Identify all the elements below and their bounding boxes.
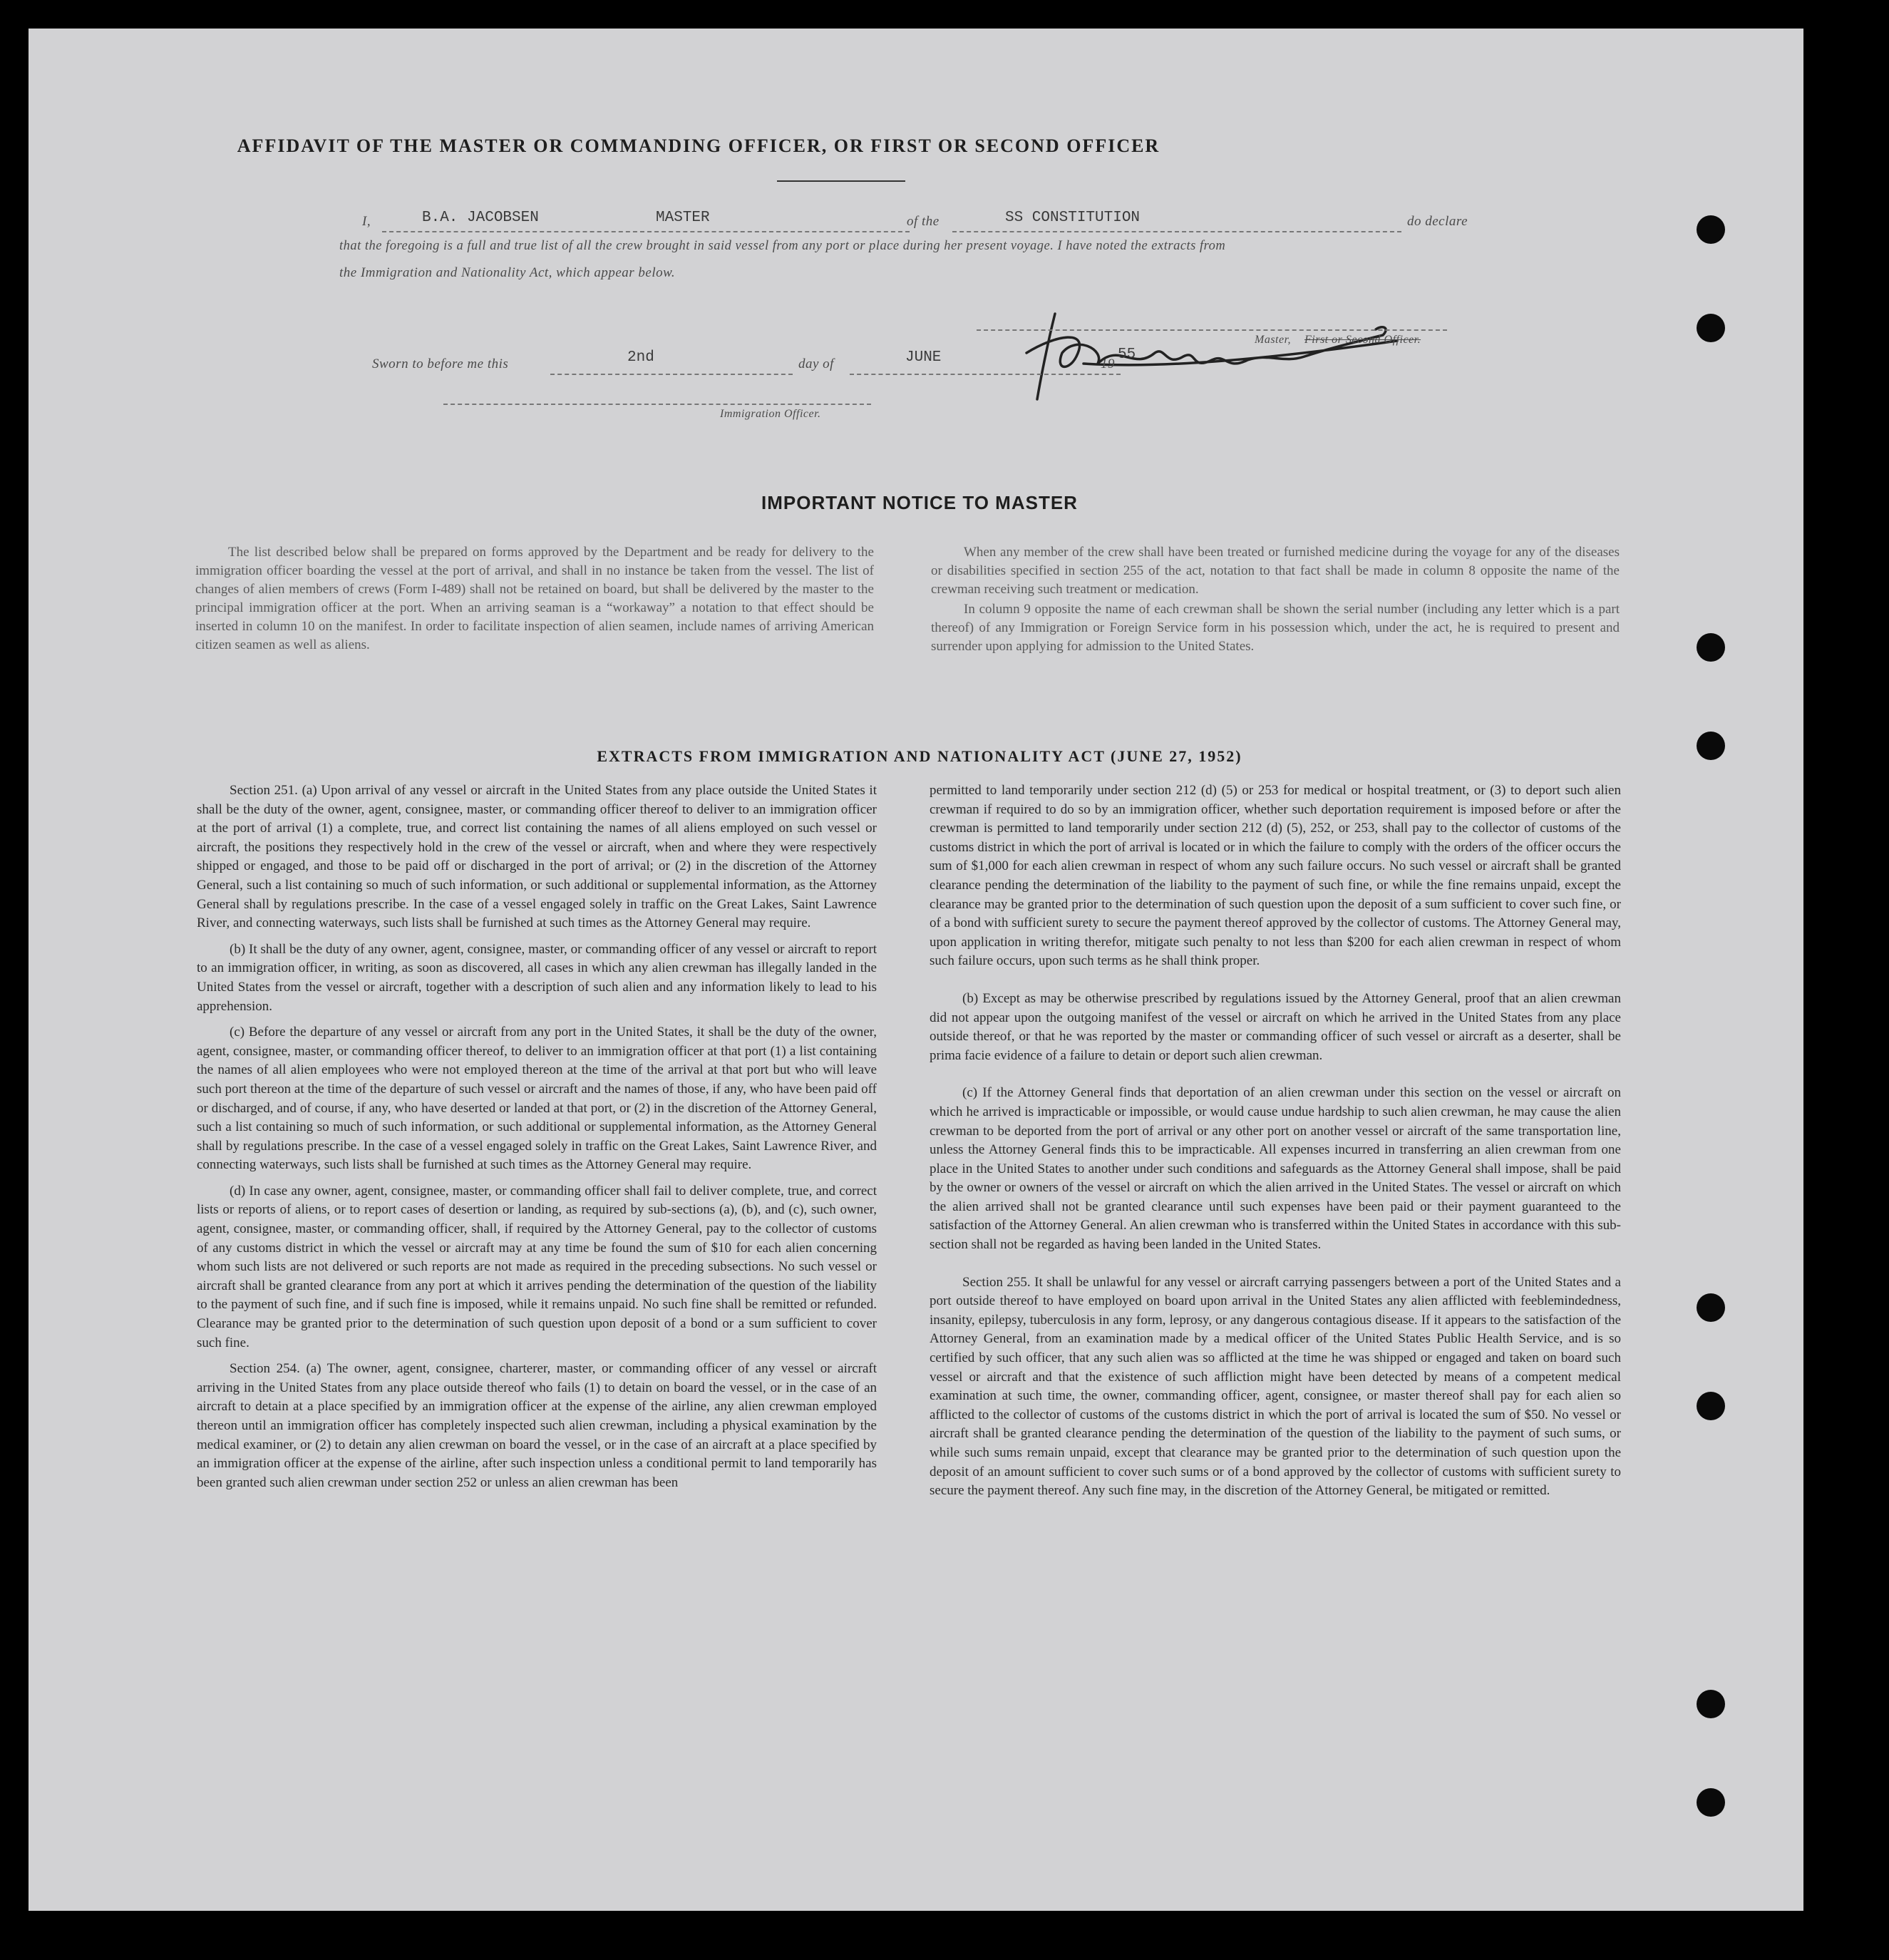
notice-title: IMPORTANT NOTICE TO MASTER (761, 492, 1078, 513)
binder-hole (1697, 1690, 1725, 1718)
binder-hole (1697, 633, 1725, 662)
extracts-right-column (930, 781, 1621, 1508)
day-value: 2nd (627, 349, 654, 366)
declaration-text-2: the Immigration and Nationality Act, which appear below. (339, 265, 676, 280)
month-line (850, 374, 1121, 375)
of-the-label: of the (907, 214, 940, 229)
section-paragraph: (d) In case any owner, agent, consignee, master, or commanding officer shall fail to deliver complete, true, and correct lists or reports of aliens, or to report cases of desertion or landing, as required by sub-sections (a), (b), and (c), such owner, agent, consignee, master, or commanding officer, shall, if required by the Attorney General, pay to the collector of customs of any customs district in which the vessel or aircraft may at any time be found the sum of $10 for each alien concerning whom such lists are not delivered or such reports are not made as required in the preceding subsections. No such vessel or aircraft shall be granted clearance from any port at which it arrives pending the determination of the question of the liability to the payment of such fine, and if such fine is imposed, while it remains unpaid. No such fine shall be remitted or refunded. Clearance may be granted prior to the determination of such question upon deposit of a bond or a sum sufficient to cover such fine. (197, 1183, 877, 1350)
section-paragraph: (c) Before the departure of any vessel or aircraft from any port in the United States, it shall be the duty of the owner, agent, consignee, master, or commanding officer thereof, to deliver to an immigration officer at that port (1) a list containing the names of all alien employees who were not employed thereon at the time of the arrival at that port but who will leave such port thereon at the time of the departure of such vessel or aircraft and the names of those, if any, who have been paid off or discharged, and of course, if any, who have deserted or landed at that port, or (2) in the discretion of the Attorney General, such a list containing so much of such information, or such additional or supplemental information, as the Attorney General shall by regulations prescribe. In the case of a vessel engaged solely in traffic on the Great Lakes, Saint Lawrence River, and connecting waterways, such lists shall be furnished at such times as the Attorney General may require. (197, 1025, 877, 1173)
notice-paragraph: In column 9 opposite the name of each crewman shall be shown the serial number (including any letter which is a part thereof) of any Immigration or Foreign Service form in his possession which, under the act, he is required to present and surrender upon applying for admission to the United States. (931, 602, 1620, 654)
binder-hole (1697, 732, 1725, 760)
section-paragraph: Section 251. (a) Upon arrival of any vessel or aircraft in the United States from any place outside the United States it shall be the duty of the owner, agent, consignee, master, or commanding officer thereof to deliver to an immigration officer at the port of arrival (1) a complete, true, and correct list containing the names of all aliens employed on such vessel or aircraft, the positions they respectively hold in the crew of the vessel or aircraft, when and where they were respectively shipped or engaged, and those to be paid off or discharged in the port of arrival; or (2) in the discretion of the Attorney General, such a list containing so much of such information, or such additional or supplemental information, as the Attorney General shall by regulations prescribe. In the case of a vessel engaged solely in traffic on the Great Lakes, Saint Lawrence River, and connecting waterways, such lists shall be furnished at such times as the Attorney General may require. (197, 783, 877, 931)
sworn-label: Sworn to before me this (372, 356, 509, 371)
i-label: I, (362, 214, 371, 229)
master-name: B.A. JACOBSEN (422, 210, 539, 226)
master-label: Master, (1255, 334, 1292, 346)
notice-paragraph: The list described below shall be prepared on forms approved by the Department and be ready for delivery to the immigration officer boarding the vessel at the port of arrival, and shall in no instance be taken from the vessel. The list of changes of alien members of crews (Form I-489) shall not be retained on board, but shall be delivered by the master to the principal immigration officer at the port. When an arriving seaman is a “workaway” a notation to that effect should be inserted in column 10 on the manifest. In order to facilitate inspection of alien seamen, include names of arriving American citizen seamen as well as aliens. (195, 545, 874, 652)
binder-hole (1697, 1293, 1725, 1322)
binder-hole (1697, 1392, 1725, 1420)
day-line (550, 374, 793, 375)
notice-paragraph: When any member of the crew shall have been treated or furnished medicine during the voyage for any of the diseases or disabilities specified in section 255 of the act, notation to that fact shall be made in column 8 opposite the name of the crewman receiving such treatment or medication. (931, 545, 1620, 597)
year-prefix: 19 (1101, 356, 1115, 371)
name-line (382, 231, 910, 232)
section-paragraph: (b) It shall be the duty of any owner, agent, consignee, master, or commanding officer of any vessel or aircraft to report to an immigration officer, in writing, as soon as discovered, all cases in which any alien crewman has illegally landed in the United States from the vessel or aircraft, together with a description of such alien and any information likely to lead to his apprehension. (197, 941, 877, 1014)
day-of-label: day of (798, 356, 834, 371)
vessel-line (952, 231, 1401, 232)
binder-hole (1697, 215, 1725, 244)
notice-right-column (931, 543, 1620, 663)
officer-label: Immigration Officer. (720, 408, 821, 420)
notice-left-column (195, 543, 874, 662)
extracts-left-column (197, 781, 877, 1499)
section-paragraph: permitted to land temporarily under section 212 (d) (5) or 253 for medical or hospital treatment, or (3) to deport such alien crewman if required to do so by an immigration officer, whether such deportation requirement is imposed before or after the crewman is permitted to land temporarily under section 212 (d) (5), 252, or 253, shall pay to the collector of customs of the customs district in which the port of arrival is located or in which the failure to comply with the orders of the officer occurs the sum of $1,000 for each alien crewman in respect of whom any such failure occurs. No such vessel or aircraft shall be granted clearance pending the determination of the liability to the payment of such fine, or while the fine remains unpaid, except the clearance may be granted prior to the determination of such question upon the deposit of a sum sufficient to cover such fine, or of a bond with sufficient surety to secure the payment thereof approved by the collector of customs. The Attorney General may, upon application in writing therefor, mitigate such penalty to not less than $200 for each alien crewman in respect of whom such failure occurs, upon such terms as he shall think proper. (930, 783, 1621, 969)
section-paragraph: (c) If the Attorney General finds that deportation of an alien crewman under this section on the vessel or aircraft on which he arrived is impracticable or impossible, or would cause undue hardship to such alien crewman, he may cause the alien crewman to be deported from the port of arrival or any other port on another vessel or aircraft of the same transportation line, unless the Attorney General finds this to be impracticable. All expenses incurred in transferring an alien crewman from one place in the United States to another under such conditions and safeguards as the Attorney General shall impose, shall be paid by the owner or owners of the vessel or aircraft on which the alien arrived in the United States. The vessel or aircraft on which the alien arrived shall not be granted clearance until such expenses have been paid or their payment guaranteed to the satisfaction of the Attorney General. An alien crewman who is transferred within the United States in accordance with this sub-section shall not be regarded as having been landed in the United States. (930, 1085, 1621, 1253)
year-value: 55 (1118, 347, 1136, 363)
master-signature (1012, 285, 1426, 428)
title-underline (777, 180, 905, 182)
extracts-title: EXTRACTS FROM IMMIGRATION AND NATIONALITY ACT (JUNE 27, 1952) (597, 747, 1242, 765)
section-paragraph: Section 255. It shall be unlawful for any vessel or aircraft carrying passengers between a port of the United States and a port outside thereof to have employed on board upon arrival in the United States any alien afflicted with feeblemindedness, insanity, epilepsy, tuberculosis in any form, leprosy, or any dangerous contagious disease. If it appears to the satisfaction of the Attorney General, from an examination made by a medical officer of the United States Public Health Service, and is so certified by such officer, that any such alien was so afflicted at the time he was shipped or engaged and taken on board such vessel or aircraft and that the existence of such affliction might have been detected by means of a competent medical examination at such time, the owner, commanding officer, agent, consignee, or master thereof shall pay for each alien so afflicted to the collector of customs of the customs district in which the port of arrival is located the sum of $50. No vessel or aircraft shall be granted clearance pending the determination of the question of the liability to the payment of such sums, or while such sums remain unpaid, except that clearance may be granted prior to the determination of such question upon the deposit of an amount sufficient to cover such sums or of a bond approved by the collector of customs with sufficient surety to secure the payment thereof. Any such fine may, in the discretion of the Attorney General, be mitigated or remitted. (930, 1274, 1621, 1499)
struck-officer-label: First or Second Officer. (1304, 334, 1421, 346)
affidavit-title: AFFIDAVIT OF THE MASTER OR COMMANDING OFFICER, OR FIRST OR SECOND OFFICER (237, 135, 1160, 156)
document-page (29, 29, 1803, 1911)
do-declare-label: do declare (1407, 214, 1468, 229)
section-paragraph: (b) Except as may be otherwise prescribed by regulations issued by the Attorney General, proof that an alien crewman did not appear upon the outgoing manifest of the vessel or aircraft on which he arrived in the United States from any place outside thereof, or that he was reported by the master or commanding officer of such vessel or aircraft as a deserter, shall be prima facie evidence of a failure to detain or deport such alien crewman. (930, 990, 1621, 1063)
signature-line (977, 329, 1447, 331)
rank-value: MASTER (656, 210, 710, 226)
declaration-text: that the foregoing is a full and true list of all the crew brought in said vessel from any port or place during her present voyage. I have noted the extracts from (339, 239, 1226, 253)
officer-signature-line (443, 404, 871, 405)
section-paragraph: Section 254. (a) The owner, agent, consignee, charterer, master, or commanding officer of any vessel or aircraft arriving in the United States from any place outside thereof who fails (1) to detain on board the vessel, or in the case of an aircraft to detain at a place specified by an immigration officer at the expense of the airline, any alien crewman employed thereon until an immigration officer has completely inspected such alien crewman, including a physical examination by the medical examiner, or (2) to detain any alien crewman on board the vessel, or in the case of an aircraft at a place specified by an immigration officer at the expense of the airline, after such inspection unless a conditional permit to land temporarily has been granted such alien crewman under section 252 or unless an alien crewman has been (197, 1361, 877, 1490)
vessel-name: SS CONSTITUTION (1005, 210, 1141, 226)
month-value: JUNE (905, 349, 942, 366)
binder-hole (1697, 1788, 1725, 1817)
binder-hole (1697, 314, 1725, 342)
